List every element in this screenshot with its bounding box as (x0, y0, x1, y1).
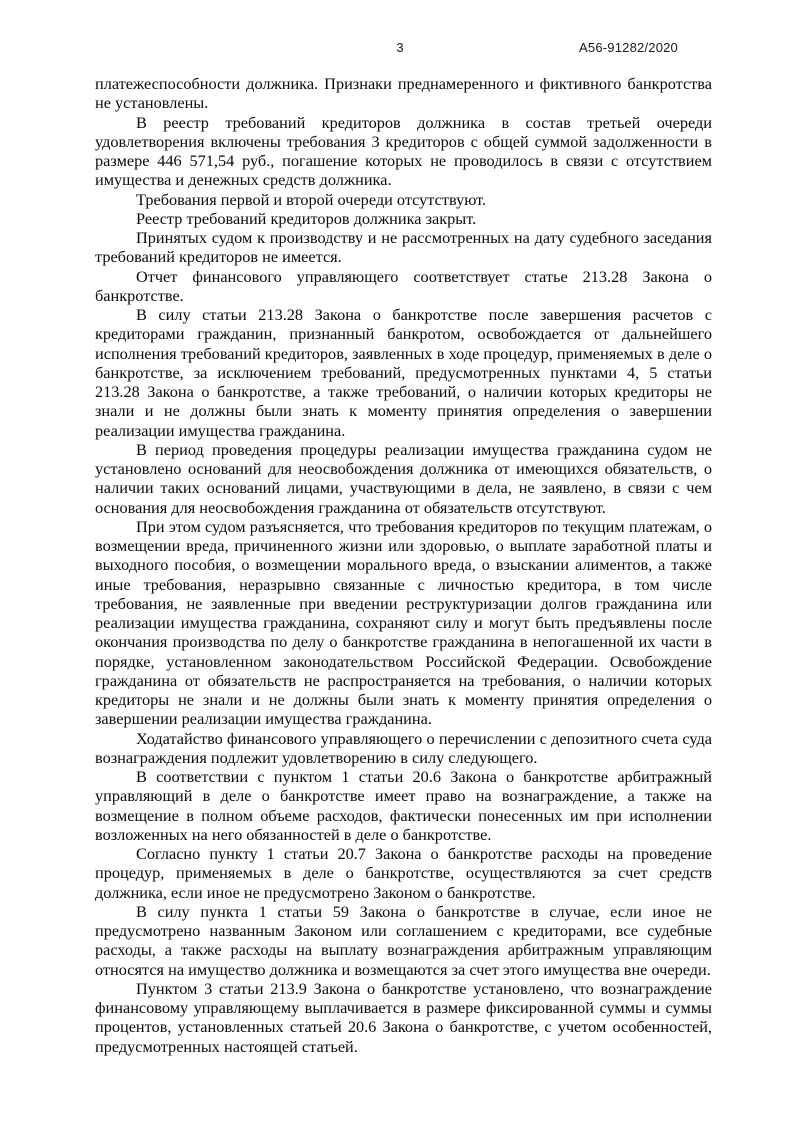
paragraph: Ходатайство финансового управляющего о перечислении с депозитного счета суда вознаграждения подлежит удовлетворению в силу следующего. (95, 728, 712, 767)
page-number: 3 (396, 40, 404, 55)
paragraph: В период проведения процедуры реализации имущества гражданина судом не установлено оснований для неосвобождения должника от имеющихся обязательств, о наличии таких оснований лицами, участвующими в дела, не заявлено, в связи с чем основания для неосвобождения гражданина от обязательств отсутствуют. (95, 439, 712, 517)
case-number: А56-91282/2020 (579, 40, 678, 55)
paragraph: В реестр требований кредиторов должника в состав третьей очереди удовлетворения включены требования 3 кредиторов с общей суммой задолженности в размере 446 571,54 руб., погашение которых не проводилось в связи с отсутствием имущества и денежных средств должника. (95, 112, 712, 190)
paragraph: Согласно пункту 1 статьи 20.7 Закона о банкротстве расходы на проведение процедур, применяемых в деле о банкротстве, осуществляются за счет средств должника, если иное не предусмотрено Законом о банкротстве. (95, 844, 712, 902)
paragraph: При этом судом разъясняется, что требования кредиторов по текущим платежам, о возмещении вреда, причиненного жизни или здоровью, о выплате заработной платы и выходного пособия, о возмещении морального вреда, о взыскании алиментов, а также иные требования, неразрывно связанные с личностью кредитора, в том числе требования, не заявленные при введении реструктуризации долгов гражданина или реализации имущества гражданина, сохраняют силу и могут быть предъявлены после окончания производства по делу о банкротстве гражданина в непогашенной их части в порядке, установленном законодательством Российской Федерации. Освобождение гражданина от обязательств не распространяется на требования, о наличии которых кредиторы не знали и не должны были знать к моменту принятия определения о завершении реализации имущества гражданина. (95, 516, 712, 729)
paragraph: Отчет финансового управляющего соответствует статье 213.28 Закона о банкротстве. (95, 266, 712, 305)
paragraph: платежеспособности должника. Признаки преднамеренного и фиктивного банкротства не установлены. (95, 74, 712, 113)
paragraph: В соответствии с пунктом 1 статьи 20.6 Закона о банкротстве арбитражный управляющий в деле о банкротстве имеет право на вознаграждение, а также на возмещение в полном объеме расходов, фактически понесенных им при исполнении возложенных на него обязанностей в деле о банкротстве. (95, 767, 712, 844)
paragraph: Пунктом 3 статьи 213.9 Закона о банкротстве установлено, что вознаграждение финансовому управляющему выплачивается в размере фиксированной суммы и суммы процентов, установленных статьей 20.6 Закона о банкротстве, с учетом особенностей, предусмотренных настоящей статьей. (95, 978, 712, 1056)
paragraph: Принятых судом к производству и не рассмотренных на дату судебного заседания требований кредиторов не имеется. (95, 228, 712, 267)
paragraph: Требования первой и второй очереди отсутствуют. (136, 189, 487, 209)
paragraph: В силу пункта 1 статьи 59 Закона о банкротстве в случае, если иное не предусмотрено названным Законом или соглашением с кредиторами, все судебные расходы, а также расходы на выплату вознаграждения арбитражным управляющим относятся на имущество должника и возмещаются за счет этого имущества вне очереди. (95, 901, 712, 979)
paragraph: В силу статьи 213.28 Закона о банкротстве после завершения расчетов с кредиторами гражданин, признанный банкротом, освобождается от дальнейшего исполнения требований кредиторов, заявленных в ходе процедур, применяемых в деле о банкротстве, за исключением требований, предусмотренных пунктами 4, 5 статьи 213.28 Закона о банкротстве, а также требований, о наличии которых кредиторы не знали и не должны были знать к моменту принятия определения о завершении реализации имущества гражданина. (95, 305, 712, 440)
page-header (0, 40, 800, 58)
paragraph: Реестр требований кредиторов должника закрыт. (136, 208, 477, 228)
document-body (95, 74, 712, 1056)
